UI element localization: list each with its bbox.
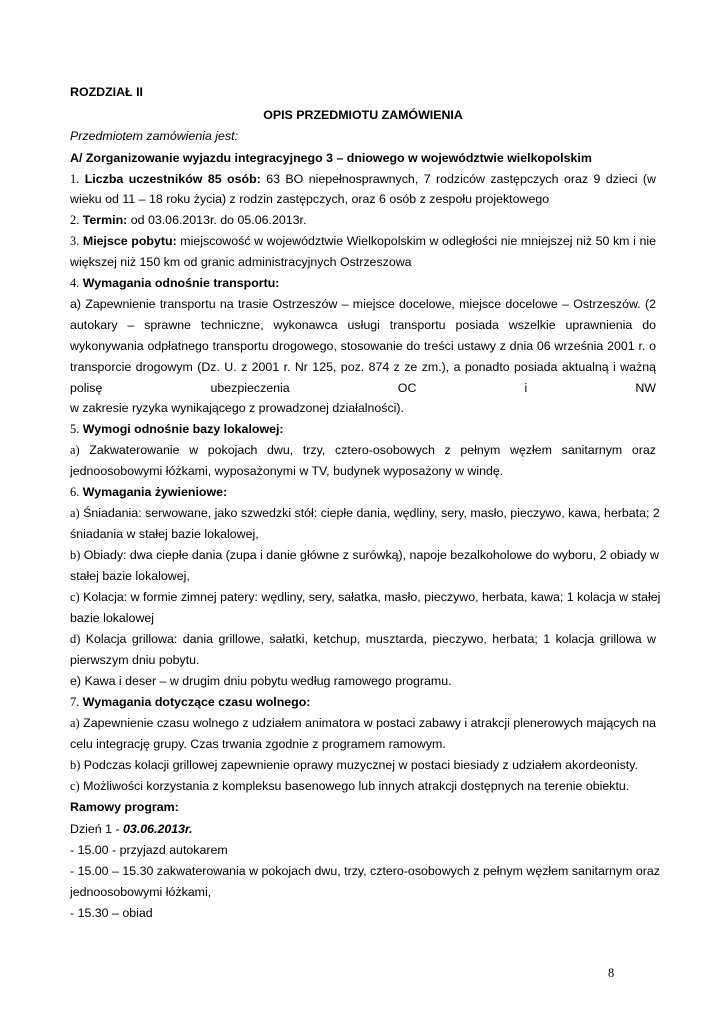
program-item-2-line-1: - 15.00 – 15.30 zakwaterowania w pokojach dwu, trzy, cztero-osobowych z pełnym węzłem sanitarnym oraz xyxy=(70,864,660,878)
point-4-line-1: a) Zapewnienie transportu na trasie Ostrzeszów – miejsce docelowe, miejsce docelowe – Ostrzeszów. (2 xyxy=(70,297,656,311)
point-6d-line-2: pierwszym dniu pobytu. xyxy=(70,653,200,667)
point-7a-line-2: celu integrację grupy. Czas trwania zgodnie z programem ramowym. xyxy=(70,737,446,751)
point-6a-line-2: śniadania w stałej bazie lokalowej, xyxy=(70,527,259,541)
point-3-line-2: większej niż 150 km od granic administracyjnych Ostrzeszowa xyxy=(70,255,412,269)
point-4-line-6: w zakresie ryzyka wynikającego z prowadzonej działalności). xyxy=(70,401,405,415)
section-a-heading: A/ Zorganizowanie wyjazdu integracyjnego 3 – dniowego w województwie wielkopolskim xyxy=(70,151,592,165)
point-6c-line-1: c) Kolacja: w formie zimnej patery: wędliny, sery, sałatka, masło, pieczywo, herbata, kawa; 1 kolacja w stałej xyxy=(70,590,661,604)
point-4-line-3: wykonywania odpłatnego transportu drogowego, stosowanie do treści ustawy z dnia 06 września 2001 r. o xyxy=(70,339,656,353)
point-3-line-1: 3. Miejsce pobytu: miejscowość w województwie Wielkopolskim w odległości nie mniejszej niż 50 km i nie xyxy=(70,234,656,248)
point-4-heading: 4. Wymagania odnośnie transportu: xyxy=(70,276,280,290)
point-4-line-2: autokary – sprawne techniczne, wykonawca usługi transportu posiada wszelkie uprawnienia do xyxy=(70,318,656,332)
point-6b-line-1: b) Obiady: dwa ciepłe dania (zupa i danie główne z surówką), napoje bezalkoholowe do wyboru, 2 obiady w xyxy=(70,548,659,562)
program-heading: Ramowy program: xyxy=(70,800,179,814)
point-5-heading: 5. Wymogi odnośnie bazy lokalowej: xyxy=(70,422,284,436)
point-6-heading: 6. Wymagania żywieniowe: xyxy=(70,485,228,499)
point-1-line-1: 1. Liczba uczestników 85 osób: 63 BO niepełnosprawnych, 7 rodziców zastępczych oraz 9 dzieci (w xyxy=(70,172,656,186)
point-2: 2. Termin: od 03.06.2013r. do 05.06.2013r. xyxy=(70,213,307,227)
day-1-heading: Dzień 1 - 03.06.2013r. xyxy=(70,822,193,836)
point-7c: c) Możliwości korzystania z kompleksu basenowego lub innych atrakcji dostępnych na terenie obiektu. xyxy=(70,779,630,793)
point-6c-line-2: bazie lokalowej xyxy=(70,611,155,625)
point-7b: b) Podczas kolacji grillowej zapewnienie oprawy muzycznej w postaci biesiady z udziałem akordeonisty. xyxy=(70,758,638,772)
program-item-1: - 15.00 - przyjazd autokarem xyxy=(70,843,228,857)
page-number: 8 xyxy=(608,966,615,980)
chapter-heading: ROZDZIAŁ II xyxy=(70,85,143,99)
point-6d-line-1: d) Kolacja grillowa: dania grillowe, sałatki, ketchup, musztarda, pieczywo, herbata; 1 kolacja grillowa w xyxy=(70,632,656,646)
point-7a-line-1: a) Zapewnienie czasu wolnego z udziałem animatora w postaci zabawy i atrakcji plenerowych mających na xyxy=(70,716,656,730)
program-item-2-line-2: jednoosobowymi łóżkami, xyxy=(70,885,212,899)
point-4-line-5: polisę ubezpieczenia OC i NW xyxy=(70,381,656,395)
intro-text: Przedmiotem zamówienia jest: xyxy=(70,129,239,143)
point-1-line-2: wieku od 11 – 18 roku życia) z rodzin zastępczych, oraz 6 osób z zespołu projektowego xyxy=(70,192,550,206)
program-item-3: - 15.30 – obiad xyxy=(70,906,153,920)
point-6e: e) Kawa i deser – w drugim dniu pobytu według ramowego programu. xyxy=(70,674,452,688)
point-5-line-2: jednoosobowymi łóżkami, wyposażonymi w TV, budynek wyposażony w windę. xyxy=(70,464,504,478)
point-4-line-4: transporcie drogowym (Dz. U. z 2001 r. Nr 125, poz. 874 z ze zm.), a ponadto posiada aktualną i ważną xyxy=(70,360,656,374)
point-6a-line-1: a) Śniadania: serwowane, jako szwedzki stół: ciepłe dania, wędliny, sery, masło, pieczywo, kawa, herbata; 2 xyxy=(70,506,660,520)
point-7-heading: 7. Wymagania dotyczące czasu wolnego: xyxy=(70,695,311,709)
page-title: OPIS PRZEDMIOTU ZAMÓWIENIA xyxy=(263,108,463,122)
point-6b-line-2: stałej bazie lokalowej, xyxy=(70,569,190,583)
point-5-line-1: a) Zakwaterowanie w pokojach dwu, trzy, cztero-osobowych z pełnym węzłem sanitarnym oraz xyxy=(70,443,656,457)
